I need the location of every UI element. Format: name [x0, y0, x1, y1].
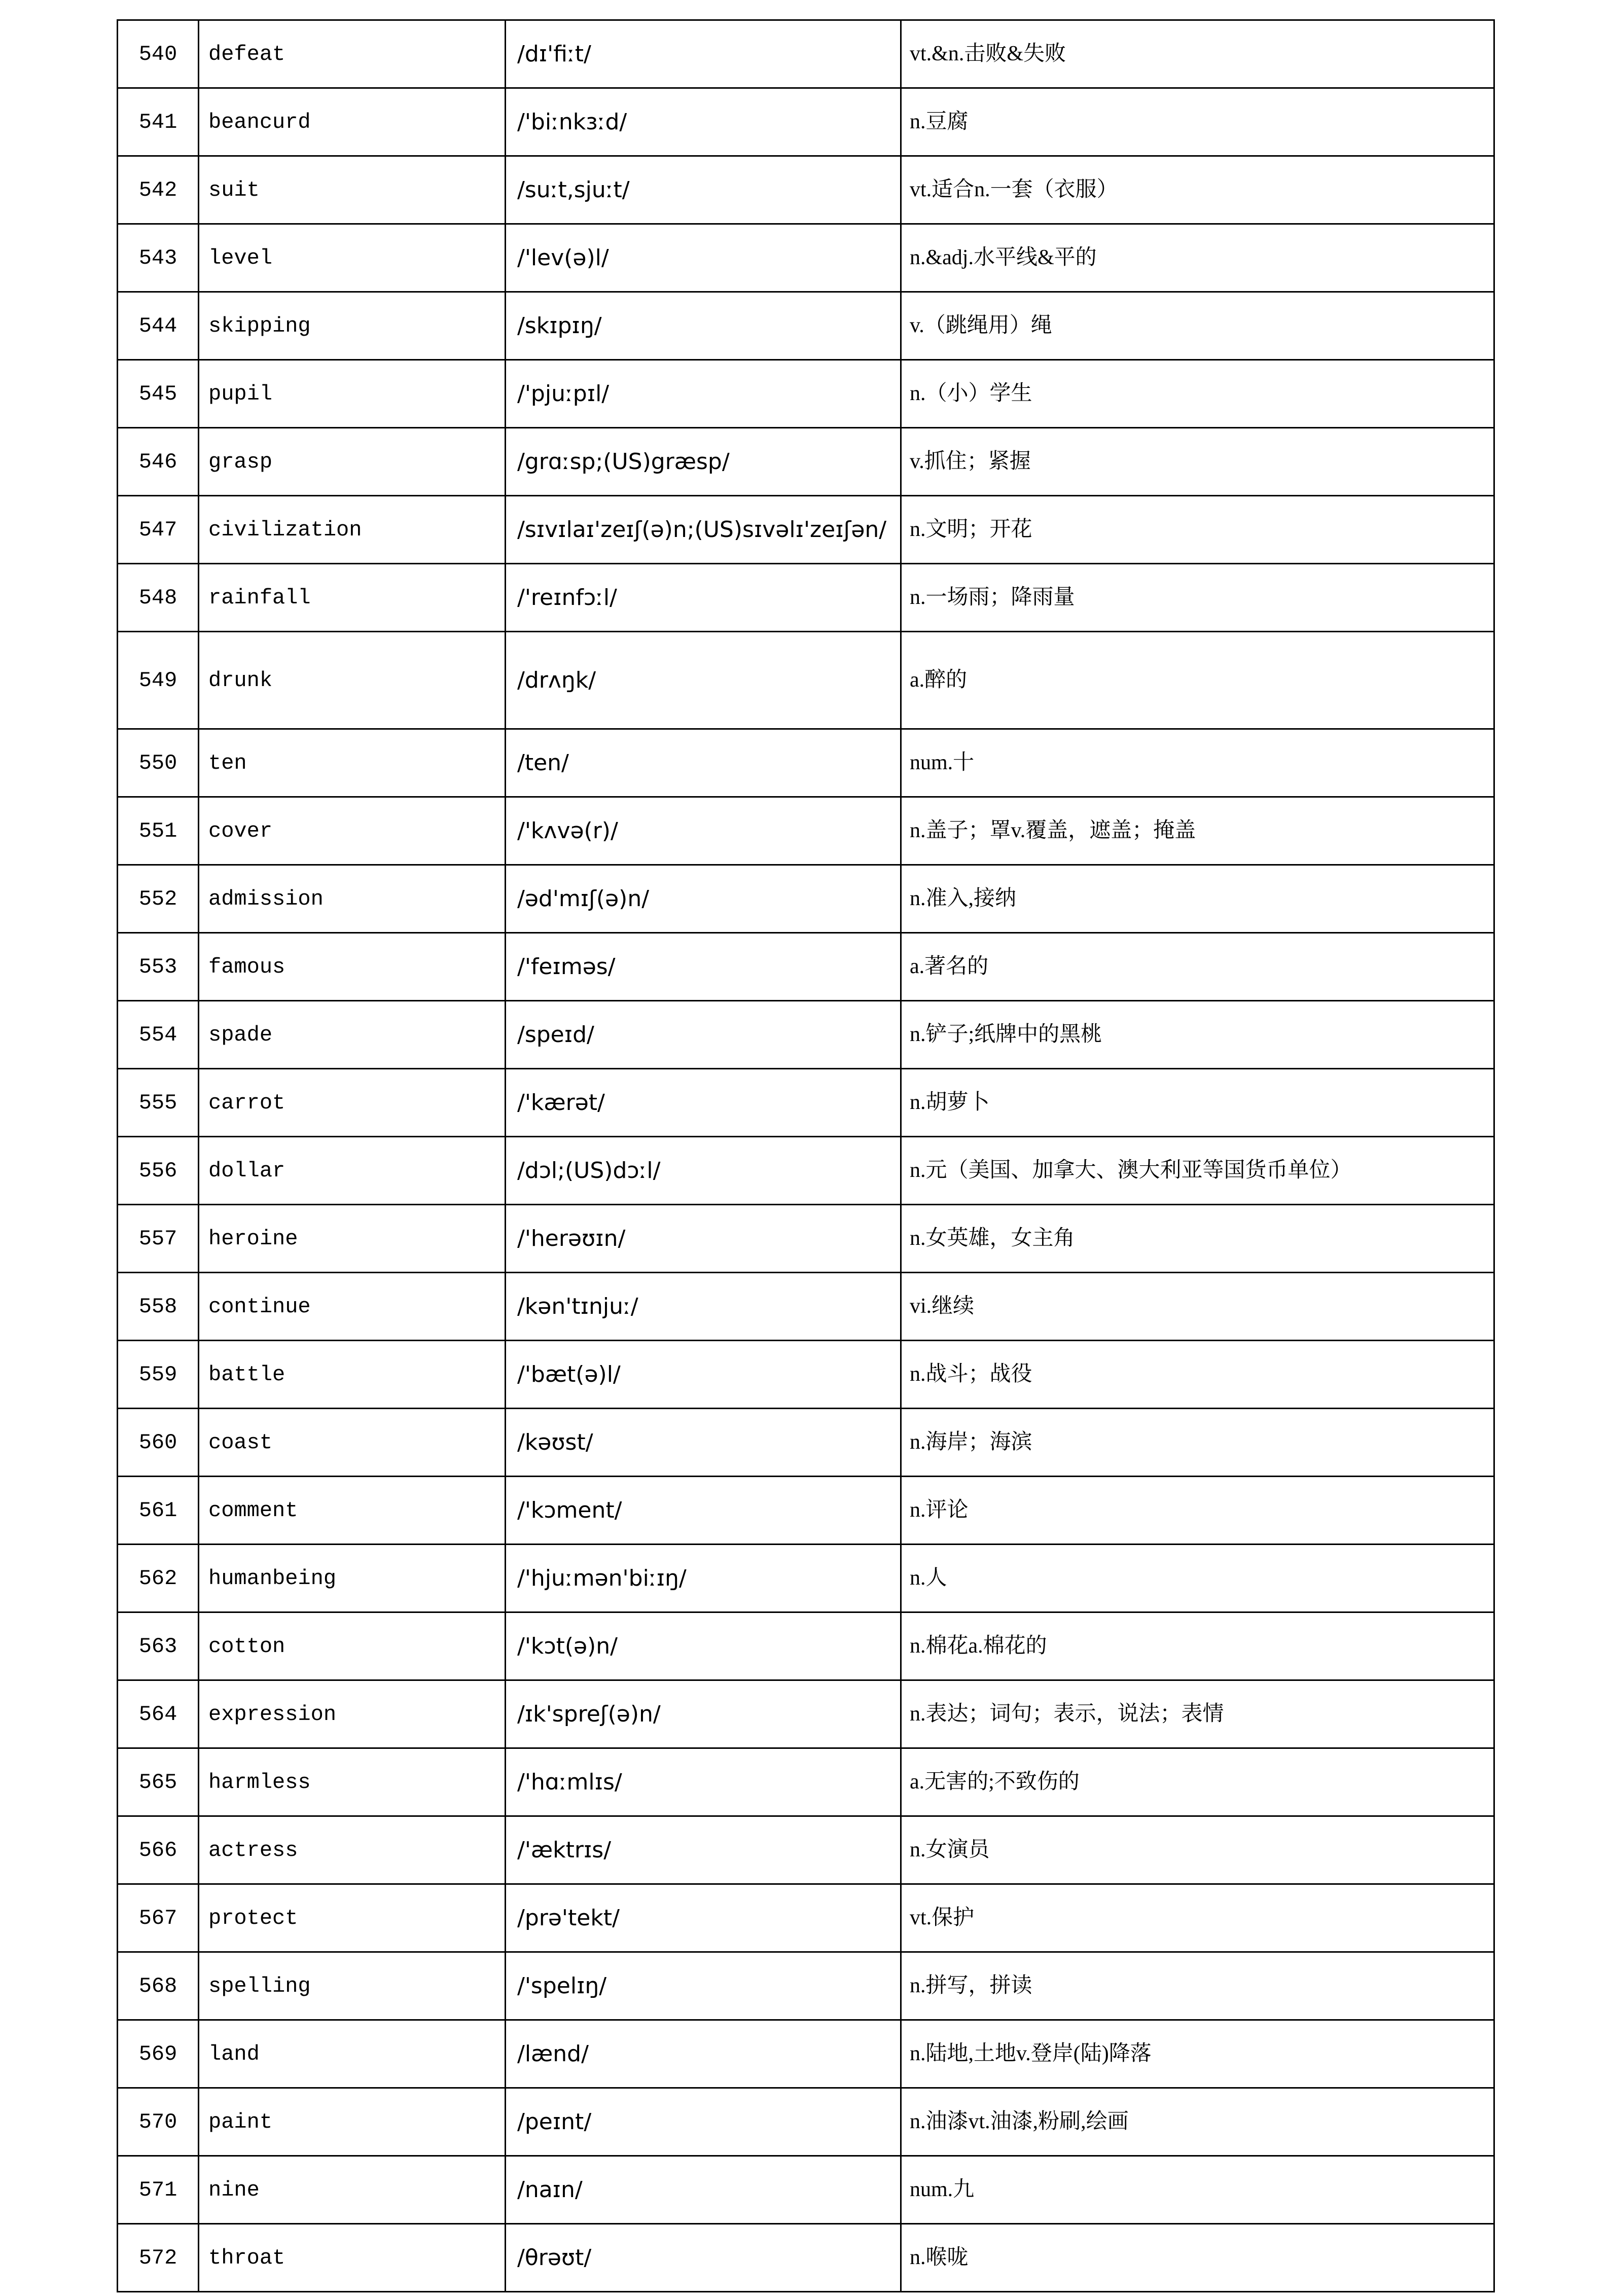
table-row [118, 292, 1494, 360]
table-row [118, 1341, 1494, 1409]
meaning-cell: n.表达；词句；表示，说法；表情 [901, 1680, 1494, 1748]
phonetic-cell: /'kærət/ [506, 1069, 901, 1137]
table-row [118, 797, 1494, 865]
table-row [118, 156, 1494, 224]
word-cell: dollar [199, 1137, 506, 1205]
table-row [118, 20, 1494, 88]
word-cell: grasp [199, 428, 506, 496]
word-cell: land [199, 2020, 506, 2088]
word-cell: rainfall [199, 564, 506, 632]
row-number-cell: 558 [118, 1273, 199, 1341]
phonetic-cell: /'kɔt(ə)n/ [506, 1612, 901, 1680]
row-number-cell: 565 [118, 1748, 199, 1816]
phonetic-cell: /sɪvɪlaɪ'zeɪʃ(ə)n;(US)sɪvəlɪ'zeɪʃən/ [506, 496, 901, 564]
row-number-cell: 571 [118, 2156, 199, 2224]
meaning-cell: n.文明；开花 [901, 496, 1494, 564]
table-row [118, 496, 1494, 564]
phonetic-cell: /kəʊst/ [506, 1409, 901, 1477]
phonetic-cell: /dɔl;(US)dɔːl/ [506, 1137, 901, 1205]
phonetic-cell: /'kʌvə(r)/ [506, 797, 901, 865]
row-number-cell: 561 [118, 1477, 199, 1545]
table-row [118, 88, 1494, 156]
word-cell: spelling [199, 1952, 506, 2020]
table-row [118, 1748, 1494, 1816]
meaning-cell: n.战斗；战役 [901, 1341, 1494, 1409]
row-number-cell: 541 [118, 88, 199, 156]
table-row [118, 933, 1494, 1001]
phonetic-cell: /'æktrɪs/ [506, 1816, 901, 1884]
table-row [118, 1884, 1494, 1952]
meaning-cell: n.人 [901, 1545, 1494, 1612]
meaning-cell: n.评论 [901, 1477, 1494, 1545]
meaning-cell: n.（小）学生 [901, 360, 1494, 428]
phonetic-cell: /prə'tekt/ [506, 1884, 901, 1952]
table-row [118, 428, 1494, 496]
row-number-cell: 540 [118, 20, 199, 88]
table-row [118, 564, 1494, 632]
word-cell: ten [199, 729, 506, 797]
word-cell: battle [199, 1341, 506, 1409]
phonetic-cell: /'lev(ə)l/ [506, 224, 901, 292]
row-number-cell: 550 [118, 729, 199, 797]
row-number-cell: 568 [118, 1952, 199, 2020]
table-row [118, 2156, 1494, 2224]
table-row [118, 1205, 1494, 1273]
vocabulary-table [117, 19, 1495, 2292]
row-number-cell: 557 [118, 1205, 199, 1273]
meaning-cell: num.九 [901, 2156, 1494, 2224]
word-cell: cotton [199, 1612, 506, 1680]
word-cell: defeat [199, 20, 506, 88]
table-row [118, 1137, 1494, 1205]
word-cell: spade [199, 1001, 506, 1069]
phonetic-cell: /grɑːsp;(US)græsp/ [506, 428, 901, 496]
word-cell: carrot [199, 1069, 506, 1137]
row-number-cell: 545 [118, 360, 199, 428]
meaning-cell: vi.继续 [901, 1273, 1494, 1341]
table-row [118, 865, 1494, 933]
word-cell: coast [199, 1409, 506, 1477]
table-row [118, 360, 1494, 428]
row-number-cell: 567 [118, 1884, 199, 1952]
word-cell: civilization [199, 496, 506, 564]
meaning-cell: n.喉咙 [901, 2224, 1494, 2292]
table-row [118, 729, 1494, 797]
table-row [118, 1952, 1494, 2020]
word-cell: beancurd [199, 88, 506, 156]
word-cell: heroine [199, 1205, 506, 1273]
meaning-cell: n.元（美国、加拿大、澳大利亚等国货币单位） [901, 1137, 1494, 1205]
row-number-cell: 546 [118, 428, 199, 496]
phonetic-cell: /kən'tɪnjuː/ [506, 1273, 901, 1341]
word-cell: expression [199, 1680, 506, 1748]
word-cell: humanbeing [199, 1545, 506, 1612]
row-number-cell: 553 [118, 933, 199, 1001]
meaning-cell: vt.&n.击败&失败 [901, 20, 1494, 88]
table-row [118, 1816, 1494, 1884]
meaning-cell: n.豆腐 [901, 88, 1494, 156]
word-cell: suit [199, 156, 506, 224]
table-row [118, 1409, 1494, 1477]
meaning-cell: n.海岸；海滨 [901, 1409, 1494, 1477]
meaning-cell: a.无害的;不致伤的 [901, 1748, 1494, 1816]
meaning-cell: n.一场雨；降雨量 [901, 564, 1494, 632]
phonetic-cell: /dɪ'fiːt/ [506, 20, 901, 88]
word-cell: pupil [199, 360, 506, 428]
row-number-cell: 562 [118, 1545, 199, 1612]
word-cell: paint [199, 2088, 506, 2156]
vocabulary-table-body [118, 20, 1494, 2292]
row-number-cell: 570 [118, 2088, 199, 2156]
phonetic-cell: /lænd/ [506, 2020, 901, 2088]
meaning-cell: n.&adj.水平线&平的 [901, 224, 1494, 292]
row-number-cell: 556 [118, 1137, 199, 1205]
row-number-cell: 547 [118, 496, 199, 564]
meaning-cell: n.女英雄，女主角 [901, 1205, 1494, 1273]
phonetic-cell: /'reɪnfɔːl/ [506, 564, 901, 632]
phonetic-cell: /'hjuːmən'biːɪŋ/ [506, 1545, 901, 1612]
row-number-cell: 551 [118, 797, 199, 865]
phonetic-cell: /əd'mɪʃ(ə)n/ [506, 865, 901, 933]
row-number-cell: 543 [118, 224, 199, 292]
word-cell: drunk [199, 632, 506, 729]
row-number-cell: 564 [118, 1680, 199, 1748]
phonetic-cell: /'herəʊɪn/ [506, 1205, 901, 1273]
table-row [118, 1477, 1494, 1545]
word-cell: nine [199, 2156, 506, 2224]
row-number-cell: 566 [118, 1816, 199, 1884]
meaning-cell: n.拼写，拼读 [901, 1952, 1494, 2020]
table-row [118, 1001, 1494, 1069]
phonetic-cell: /drʌŋk/ [506, 632, 901, 729]
meaning-cell: a.醉的 [901, 632, 1494, 729]
word-cell: continue [199, 1273, 506, 1341]
table-row [118, 632, 1494, 729]
word-cell: comment [199, 1477, 506, 1545]
word-cell: famous [199, 933, 506, 1001]
row-number-cell: 569 [118, 2020, 199, 2088]
meaning-cell: n.油漆vt.油漆,粉刷,绘画 [901, 2088, 1494, 2156]
row-number-cell: 548 [118, 564, 199, 632]
table-row [118, 1545, 1494, 1612]
table-row [118, 1612, 1494, 1680]
row-number-cell: 549 [118, 632, 199, 729]
row-number-cell: 544 [118, 292, 199, 360]
table-row [118, 224, 1494, 292]
row-number-cell: 563 [118, 1612, 199, 1680]
word-cell: actress [199, 1816, 506, 1884]
row-number-cell: 542 [118, 156, 199, 224]
word-cell: skipping [199, 292, 506, 360]
meaning-cell: n.准入,接纳 [901, 865, 1494, 933]
word-cell: harmless [199, 1748, 506, 1816]
meaning-cell: v.抓住；紧握 [901, 428, 1494, 496]
meaning-cell: n.棉花a.棉花的 [901, 1612, 1494, 1680]
word-cell: level [199, 224, 506, 292]
word-cell: protect [199, 1884, 506, 1952]
phonetic-cell: /'bæt(ə)l/ [506, 1341, 901, 1409]
word-cell: throat [199, 2224, 506, 2292]
row-number-cell: 554 [118, 1001, 199, 1069]
phonetic-cell: /peɪnt/ [506, 2088, 901, 2156]
meaning-cell: vt.适合n.一套（衣服） [901, 156, 1494, 224]
phonetic-cell: /'feɪməs/ [506, 933, 901, 1001]
table-row [118, 1273, 1494, 1341]
row-number-cell: 572 [118, 2224, 199, 2292]
row-number-cell: 555 [118, 1069, 199, 1137]
table-row [118, 2020, 1494, 2088]
phonetic-cell: /ten/ [506, 729, 901, 797]
document-page [0, 19, 1610, 2296]
phonetic-cell: /naɪn/ [506, 2156, 901, 2224]
table-row [118, 1680, 1494, 1748]
row-number-cell: 559 [118, 1341, 199, 1409]
phonetic-cell: /'biːnkɜːd/ [506, 88, 901, 156]
phonetic-cell: /'kɔment/ [506, 1477, 901, 1545]
meaning-cell: num.十 [901, 729, 1494, 797]
meaning-cell: n.陆地,土地v.登岸(陆)降落 [901, 2020, 1494, 2088]
table-row [118, 2224, 1494, 2292]
meaning-cell: vt.保护 [901, 1884, 1494, 1952]
meaning-cell: n.胡萝卜 [901, 1069, 1494, 1137]
phonetic-cell: /suːt,sjuːt/ [506, 156, 901, 224]
row-number-cell: 552 [118, 865, 199, 933]
phonetic-cell: /skɪpɪŋ/ [506, 292, 901, 360]
meaning-cell: v.（跳绳用）绳 [901, 292, 1494, 360]
phonetic-cell: /'hɑːmlɪs/ [506, 1748, 901, 1816]
phonetic-cell: /'pjuːpɪl/ [506, 360, 901, 428]
phonetic-cell: /θrəʊt/ [506, 2224, 901, 2292]
word-cell: cover [199, 797, 506, 865]
meaning-cell: n.盖子；罩v.覆盖，遮盖；掩盖 [901, 797, 1494, 865]
phonetic-cell: /ɪk'spreʃ(ə)n/ [506, 1680, 901, 1748]
meaning-cell: a.著名的 [901, 933, 1494, 1001]
meaning-cell: n.女演员 [901, 1816, 1494, 1884]
table-row [118, 2088, 1494, 2156]
meaning-cell: n.铲子;纸牌中的黑桃 [901, 1001, 1494, 1069]
phonetic-cell: /'spelɪŋ/ [506, 1952, 901, 2020]
phonetic-cell: /speɪd/ [506, 1001, 901, 1069]
table-row [118, 1069, 1494, 1137]
row-number-cell: 560 [118, 1409, 199, 1477]
word-cell: admission [199, 865, 506, 933]
